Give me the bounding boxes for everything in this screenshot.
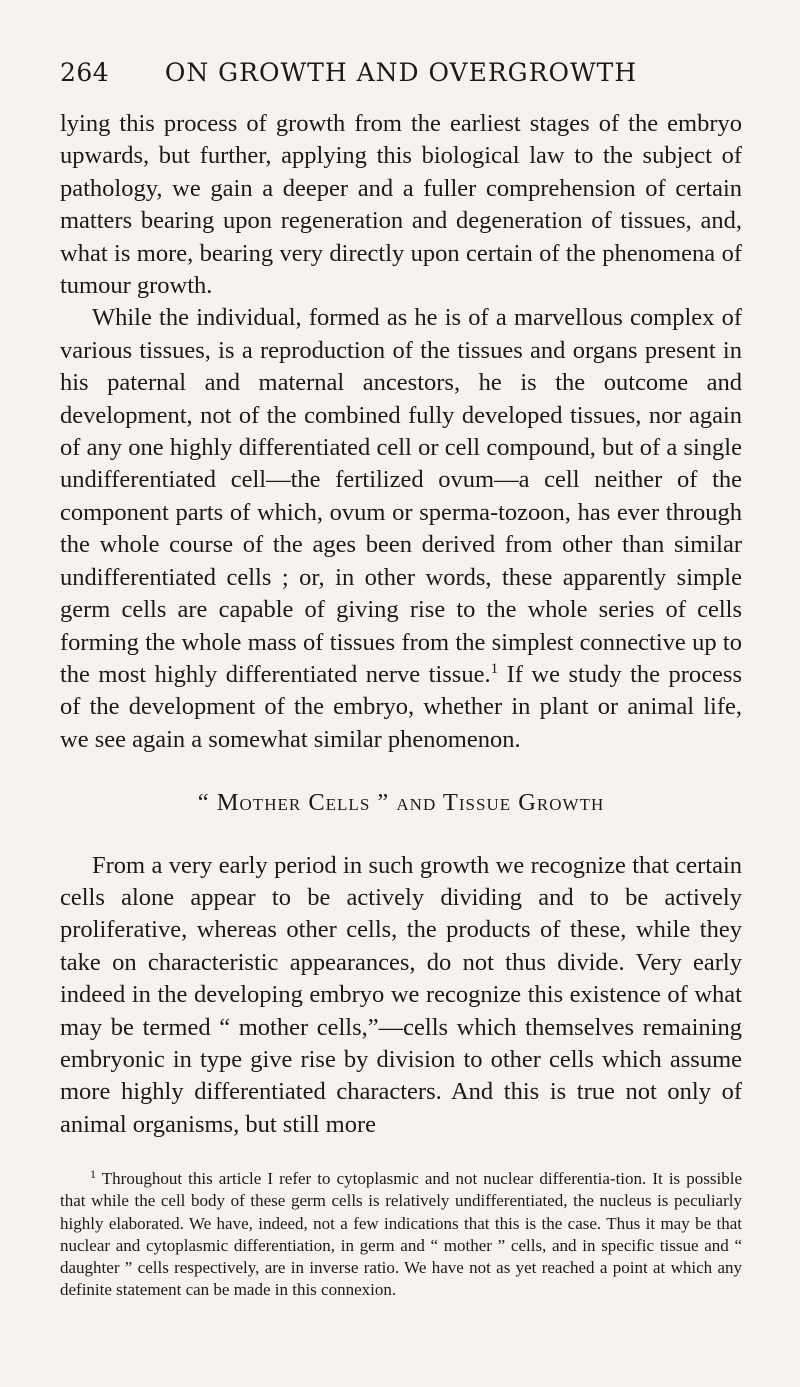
paragraph-3: From a very early period in such growth we recognize that certain cells alone appear to be actively dividing and to be actively proliferative, whereas other cells, the products of these, while they take on characteristic appearances, do not thus divide. Very early indeed in the developing embryo we recognize this existence of what may be termed “ mother cells,”—cells which themselves remaining embryonic in type give rise by division to other cells which assume more highly differentiated characters. And this is true not only of animal organisms, but still more [60, 851, 742, 1138]
paragraph-2 [60, 302, 742, 756]
footnote-reference: 1 [490, 660, 499, 677]
footnote-marker: 1 [90, 1167, 96, 1181]
paragraph-1: lying this process of growth from the earliest stages of the embryo upwards, but further, applying this biological law to the subject of pathology, we gain a deeper and a fuller comprehension of certain matters bearing upon regeneration and degeneration of tissues, and, what is more, bearing very directly upon certain of the phenomena of tumour growth. [60, 110, 742, 300]
page-header [60, 58, 742, 92]
footnotes [60, 1168, 742, 1302]
section-heading: “ Mother Cells ” and Tissue Growth [197, 789, 605, 817]
footnote-text: Throughout this article I refer to cytoplasmic and not nuclear differentia-tion. It is possible that while the cell body of these germ cells is relatively undifferentiated, the nucleus is peculiarly highly elaborated. We have, indeed, not a few indications that this is the case. Thus it may be that nuclear and cytoplasmic differentiation, in germ and “ mother ” cells, and in specific tissue and “ daughter ” cells respectively, are in inverse ratio. We have not as yet reached a point at which any definite statement can be made in this connexion. [60, 1169, 742, 1300]
paragraph-2-continuation: If we study the process of the development of the embryo, whether in plant or animal life, we see again a somewhat similar phenomenon. [60, 660, 742, 753]
body-text [60, 108, 742, 1141]
paragraph-2-text: While the individual, formed as he is of a marvellous complex of various tissues, is a reproduction of the tissues and organs present in his paternal and maternal ancestors, he is the outcome and development, not of the combined fully developed tissues, nor again of any one highly differentiated cell or cell compound, but of a single undifferentiated cell—the fertilized ovum—a cell neither of the component parts of which, ovum or sperma-tozoon, has ever through the whole course of the ages been derived from other than similar undifferentiated cells ; or, in other words, these apparently simple germ cells are capable of giving rise to the whole series of cells forming the whole mass of tissues from the simplest connective up to the most highly differentiated nerve tissue. [60, 304, 742, 688]
page-number: 264 [60, 58, 110, 87]
footnote-1 [60, 1168, 742, 1302]
running-head: ON GROWTH AND OVERGROWTH [164, 58, 638, 87]
